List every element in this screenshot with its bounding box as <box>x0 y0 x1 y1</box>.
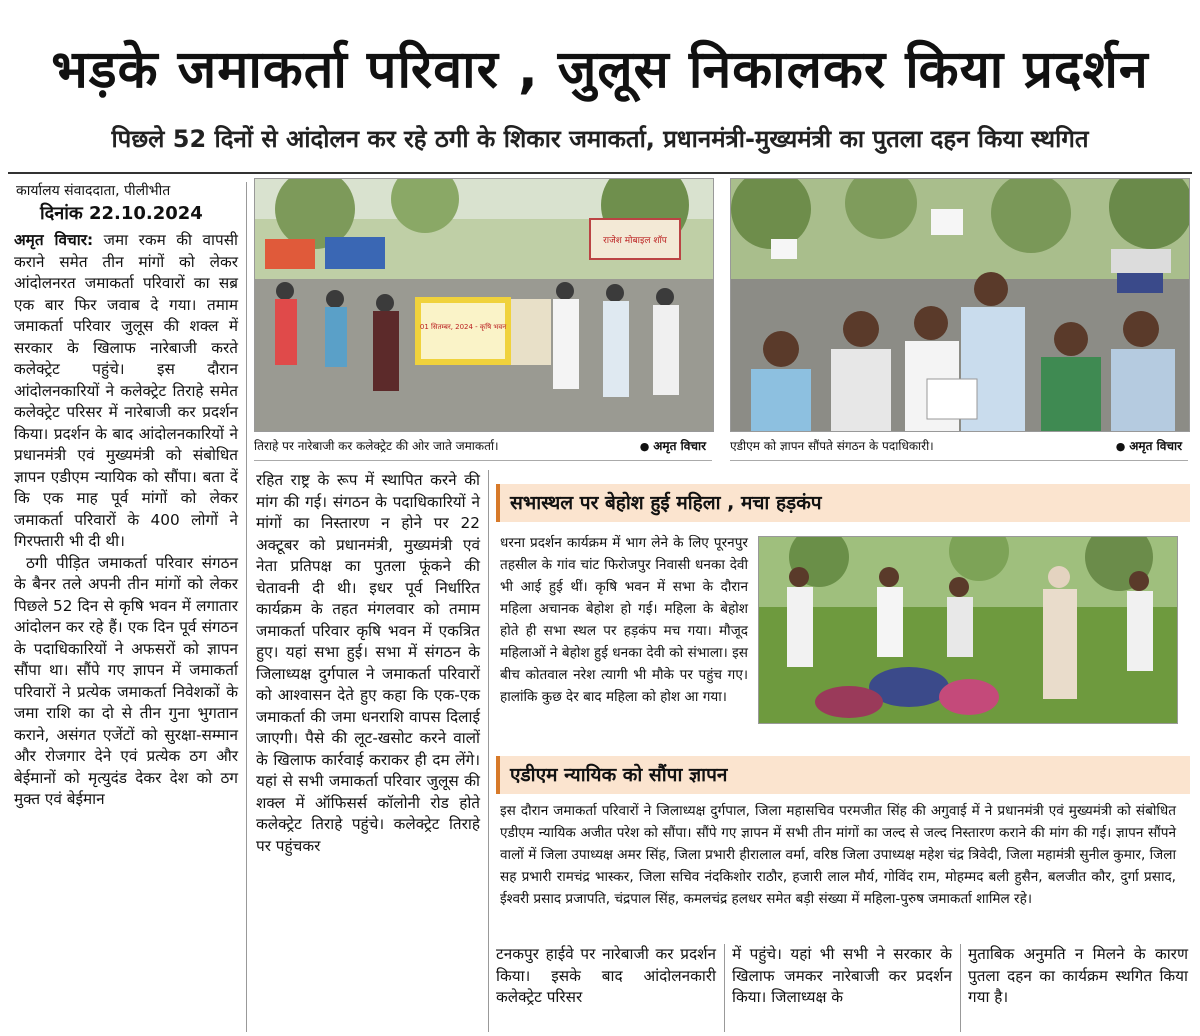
article-paragraph: में पहुंचे। यहां भी सभी ने सरकार के खिलाफ जमकर नारेबाजी कर प्रदर्शन किया। जिलाध्यक्ष के <box>732 945 952 1006</box>
box2-heading: एडीएम न्यायिक को सौंपा ज्ञापन <box>496 756 1190 794</box>
column-divider <box>960 944 961 1032</box>
divider <box>8 172 1192 174</box>
article-paragraph: रहित राष्ट्र के रूप में स्थापित करने की मांग की गई। संगठन के पदाधिकारियों ने मांगों का निस्तारण न होने पर 22 अक्टूबर को प्रधानमंत्री, मुख्यमंत्री एवं नेता प्रतिपक्ष का पुतला फूंकने की चेतावनी दी थी। इधर पूर्व निर्धारित कार्यक्रम के तहत मंगलवार को तमाम जमाकर्ता परिवार कृषि भवन में एकत्रित हुए। यहां सभा हुई। सभा में संगठन के जिलाध्यक्ष दुर्गपाल ने जमाकर्ता परिवारों को आश्वासन देते हुए कहा कि एक-एक जमाकर्ता की जमा धनराशि वापस दिलाई जाएगी। पैसे की लूट-खसोट करने वालों के खिलाफ कार्रवाई कराकर ही दम लेंगे। यहां से सभी जमाकर्ता परिवार जुलूस की शक्ल में ऑफिसर्स कॉलोनी रोड होते कलेक्ट्रेट तिराहे पहुंचे। कलेक्ट्रेट तिराहे पर पहुंचकर <box>256 471 480 855</box>
gathering-photo-illustration <box>759 537 1177 723</box>
headline: भड़के जमाकर्ता परिवार , जुलूस निकालकर किया प्रदर्शन <box>51 40 1149 100</box>
photo-memorandum <box>730 178 1190 432</box>
article-paragraph: ठगी पीड़ित जमाकर्ता परिवार संगठन के बैनर तले अपनी तीन मांगों को लेकर पिछले 52 दिन से कृषि भवन में लगातार आंदोलन कर रहे हैं। एक दिन पूर्व संगठन के पदाधिकारियों ने अफसरों को ज्ञापन सौंपा था। सौंपे गए ज्ञापन में जमाकर्ता परिवारों ने प्रत्येक जमाकर्ता निवेशकों के जमा राशि का दो से तीन गुना भुगतान कराने, असंगत एजेंटों को सुरक्षा-सम्मान और रोजगार देने एवं प्रत्येक ठग और बेईमानों को मृत्युदंड देकर देश को ठग मुक्त एवं बेईमान <box>14 553 238 808</box>
photo-caption <box>730 432 1188 461</box>
procession-photo-illustration <box>255 179 713 431</box>
photo-credit: ● अमृत विचार <box>640 432 706 461</box>
caption-text: एडीएम को ज्ञापन सौंपते संगठन के पदाधिकारी। <box>730 439 934 453</box>
article-column-4 <box>732 944 952 1009</box>
article-column-3 <box>496 944 716 1009</box>
box2-text: इस दौरान जमाकर्ता परिवारों ने जिलाध्यक्ष दुर्गपाल, जिला महासचिव परमजीत सिंह की अगुवाई में ने प्रधानमंत्री एवं मुख्यमंत्री को संबोधित एडीएम न्यायिक अजीत परेश को सौंपा। सौंपे गए ज्ञापन में सभी तीन मांगों का जल्द से जल्द निस्तारण कराने की मांग की गई। ज्ञापन सौंपने वालों में जिला उपाध्यक्ष अमर सिंह, जिला प्रभारी हीरालाल वर्मा, वरिष्ठ जिला उपाध्यक्ष महेश चंद्र त्रिवेदी, जिला महामंत्री सुनील कुमार, जिला सह प्रभारी रामचंद्र भास्कर, जिला सचिव नंदकिशोर राठौर, हजारी लाल मौर्य, गोविंद राम, मोहम्मद बली हुसैन, बलजीत कौर, दुर्गा प्रसाद, ईश्वरी प्रसाद प्रजापति, चंद्रपाल सिंह, कमलचंद्र हलधर समेत बड़ी संख्या में महिला-पुरुष जमाकर्ता शामिल रहे। <box>500 803 1176 907</box>
photo-caption <box>254 432 712 461</box>
column-divider <box>488 470 489 1032</box>
article-column-2 <box>256 470 480 857</box>
box1-heading: सभास्थल पर बेहोश हुई महिला , मचा हड़कंप <box>496 484 1190 522</box>
box1-text: धरना प्रदर्शन कार्यक्रम में भाग लेने के लिए पूरनपुर तहसील के गांव चांट फिरोजपुर निवासी धनका देवी भी आई हुई थीं। कृषि भवन में सभा के दौरान महिला अचानक बेहोश हो गई। महिला के बेहोश होते ही सभा स्थल पर हड़कंप मच गया। मौजूद महिलाओं ने बेहोश हुई धनका देवी को संभाला। इस बीच कोतवाल नरेश त्यागी भी मौके पर पहुंच गए। हालांकि कुछ देर बाद महिला को होश आ गया। <box>500 535 748 705</box>
article-paragraph: मुताबिक अनुमति न मिलने के कारण पुतला दहन का कार्यक्रम स्थगित किया गया है। <box>968 945 1188 1006</box>
banner-text: 01 सितम्बर, 2024 - कृषि भवन <box>419 323 507 331</box>
subheadline: पिछले 52 दिनों से आंदोलन कर रहे ठगी के शिकार जमाकर्ता, प्रधानमंत्री-मुख्यमंत्री का पुतला दहन किया स्थगित <box>111 125 1089 153</box>
article-paragraph: टनकपुर हाईवे पर नारेबाजी कर प्रदर्शन किया। इसके बाद आंदोलनकारी कलेक्ट्रेट परिसर <box>496 945 716 1006</box>
shop-sign-text: राजेश मोबाइल शॉप <box>603 236 667 246</box>
caption-text: तिराहे पर नारेबाजी कर कलेक्ट्रेट की ओर जाते जमाकर्ता। <box>254 439 499 453</box>
byline: कार्यालय संवाददाता, पीलीभीत <box>16 183 171 199</box>
photo-procession <box>254 178 714 432</box>
photo-credit: ● अमृत विचार <box>1116 432 1182 461</box>
dateline: दिनांक 22.10.2024 <box>40 203 203 224</box>
column-divider <box>246 182 247 1032</box>
column-divider <box>724 944 725 1032</box>
article-column-1 <box>14 230 238 811</box>
photo-gathering <box>758 536 1178 724</box>
lead-label: अमृत विचार: <box>14 231 94 249</box>
memorandum-photo-illustration <box>731 179 1189 431</box>
article-column-5 <box>968 944 1188 1009</box>
article-paragraph: जमा रकम की वापसी कराने समेत तीन मांगों को लेकर आंदोलनरत जमाकर्ता परिवारों का सब्र एक बार फिर जवाब दे गया। तमाम जमाकर्ता परिवार जुलूस की शक्ल में सरकार के खिलाफ नारेबाजी करते कलेक्ट्रेट पहुंचे। इस दौरान आंदोलनकारियों ने कलेक्ट्रेट तिराहे समेत कलेक्ट्रेट परिसर में नारेबाजी कर प्रदर्शन किया। प्रदर्शन के बाद आंदोलनकारियों ने प्रधानमंत्री एवं मुख्यमंत्री को संबोधित ज्ञापन एडीएम न्यायिक को सौंपा। बता दें कि एक माह पूर्व मांगों को लेकर जमाकर्ता परिवारों के 400 लोगों ने गिरफ्तारी भी दी थी। <box>14 231 238 550</box>
